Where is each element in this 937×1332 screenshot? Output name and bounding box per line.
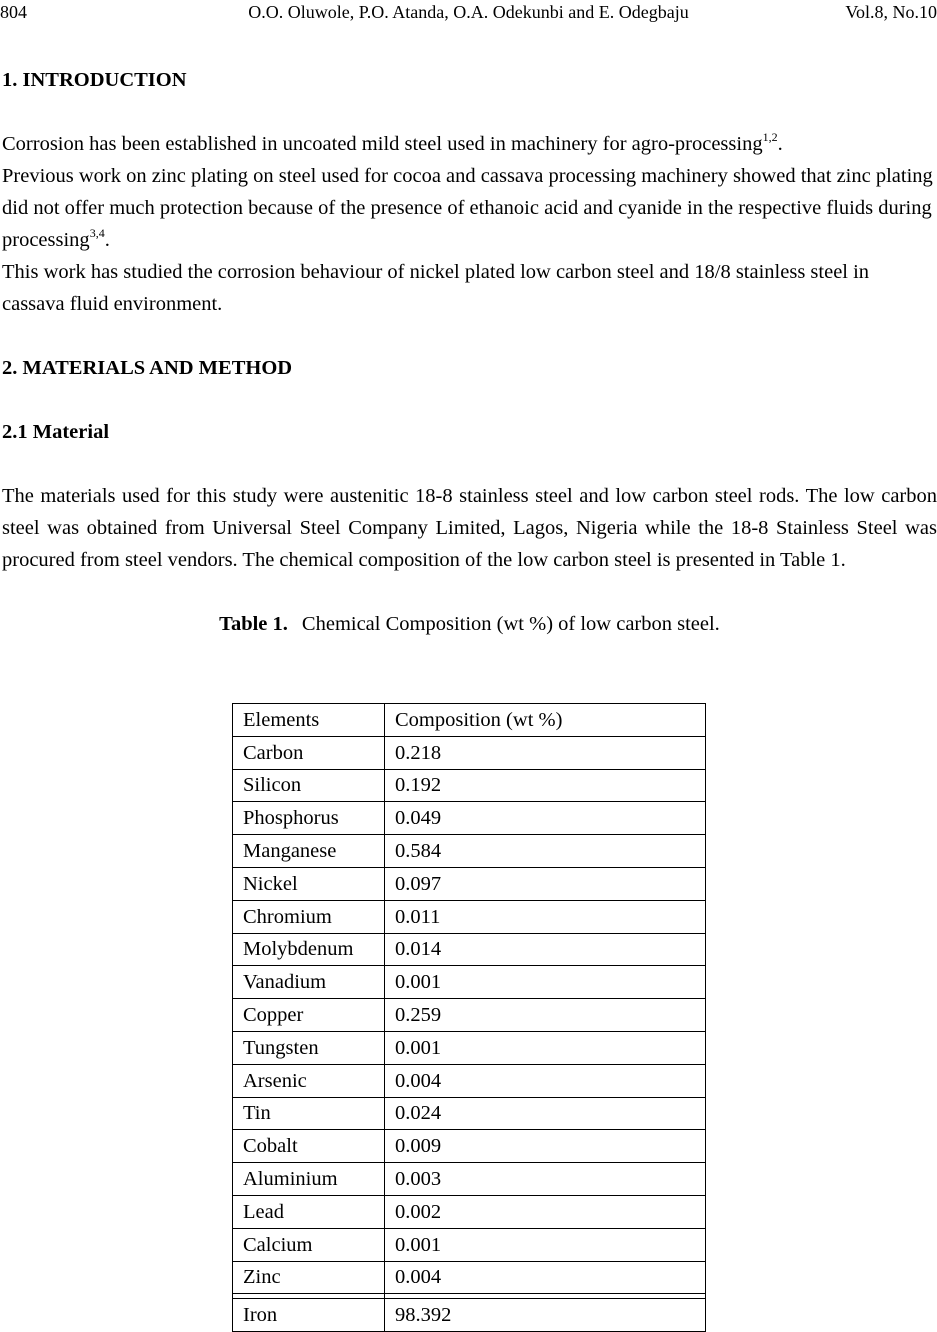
intro-paragraph-2: [2, 160, 937, 256]
citation-ref: 1,2: [762, 130, 778, 145]
element-name-cell: Lead: [233, 1195, 385, 1228]
element-name-cell: Tungsten: [233, 1031, 385, 1064]
running-authors: O.O. Oluwole, P.O. Atanda, O.A. Odekunbi and E. Odegbaju: [248, 2, 689, 22]
table-caption: [2, 608, 937, 640]
composition-value-cell: 0.218: [385, 736, 706, 769]
composition-value-cell: 0.001: [385, 1228, 706, 1261]
table-header-row: [233, 704, 706, 737]
element-name-cell: Carbon: [233, 736, 385, 769]
table-row: [233, 1097, 706, 1130]
intro-p1-end: .: [777, 133, 783, 155]
table-row: [233, 1064, 706, 1097]
table-caption-text: Chemical Composition (wt %) of low carbon steel.: [301, 613, 720, 635]
composition-value-cell: 0.001: [385, 1031, 706, 1064]
element-name-cell: Cobalt: [233, 1130, 385, 1163]
composition-value-cell: 0.259: [385, 999, 706, 1032]
composition-value-cell: 0.002: [385, 1195, 706, 1228]
table-row: [233, 999, 706, 1032]
table-row: [233, 1031, 706, 1064]
composition-value-cell: 0.014: [385, 933, 706, 966]
table-row: [233, 867, 706, 900]
table-row: [233, 1195, 706, 1228]
element-name-cell: Aluminium: [233, 1163, 385, 1196]
element-name-cell: Vanadium: [233, 966, 385, 999]
composition-value-cell: 0.192: [385, 769, 706, 802]
materials-heading: 2. MATERIALS AND METHOD: [2, 357, 293, 379]
element-name-cell: Silicon: [233, 769, 385, 802]
table-row: [233, 1299, 706, 1332]
table-row: [233, 966, 706, 999]
table-row: [233, 769, 706, 802]
material-subheading: 2.1 Material: [2, 421, 110, 443]
intro-paragraph-3: This work has studied the corrosion behaviour of nickel plated low carbon steel and 18/8 stainless steel in cassava fluid environment.: [2, 261, 870, 315]
journal-volume: Vol.8, No.10: [845, 2, 937, 22]
table-row: [233, 933, 706, 966]
element-name-cell: Copper: [233, 999, 385, 1032]
materials-paragraph: The materials used for this study were austenitic 18-8 stainless steel and low carbon steel rods. The low carbon steel was obtained from Universal Steel Company Limited, Lagos, Nigeria while the 18-8 Stainless Steel was procured from steel vendors. The chemical composition of the low carbon steel is presented in Table 1.: [2, 485, 937, 571]
composition-table: [232, 703, 706, 1332]
composition-value-cell: 0.097: [385, 867, 706, 900]
element-name-cell: Chromium: [233, 900, 385, 933]
composition-value-cell: 0.004: [385, 1261, 706, 1294]
introduction-heading: 1. INTRODUCTION: [2, 69, 187, 91]
composition-value-cell: 0.049: [385, 802, 706, 835]
composition-value-cell: 0.001: [385, 966, 706, 999]
table-row: [233, 835, 706, 868]
table-row: [233, 1261, 706, 1294]
composition-value-cell: 0.009: [385, 1130, 706, 1163]
table-row: [233, 736, 706, 769]
table-row: [233, 1130, 706, 1163]
element-name-cell: Iron: [233, 1299, 385, 1332]
element-name-cell: Molybdenum: [233, 933, 385, 966]
table-row: [233, 900, 706, 933]
page-number: 804: [0, 2, 27, 22]
intro-p2-end: .: [104, 229, 110, 251]
article-body: [2, 64, 937, 640]
page-header: [0, 0, 937, 24]
element-name-cell: Zinc: [233, 1261, 385, 1294]
composition-value-cell: 0.011: [385, 900, 706, 933]
element-name-cell: Calcium: [233, 1228, 385, 1261]
element-name-cell: Manganese: [233, 835, 385, 868]
composition-value-cell: 0.024: [385, 1097, 706, 1130]
composition-value-cell: 0.584: [385, 835, 706, 868]
intro-p1-text: Corrosion has been established in uncoated mild steel used in machinery for agro-processing: [2, 133, 763, 155]
intro-paragraph-1: [2, 128, 937, 160]
composition-value-cell: 0.003: [385, 1163, 706, 1196]
table-caption-label: Table 1.: [219, 613, 288, 635]
composition-value-cell: 98.392: [385, 1299, 706, 1332]
element-name-cell: Tin: [233, 1097, 385, 1130]
element-name-cell: Phosphorus: [233, 802, 385, 835]
element-name-cell: Nickel: [233, 867, 385, 900]
element-name-cell: Arsenic: [233, 1064, 385, 1097]
table-row: [233, 1228, 706, 1261]
table-header-cell: Elements: [233, 704, 385, 737]
composition-value-cell: 0.004: [385, 1064, 706, 1097]
table-row: [233, 802, 706, 835]
table-row: [233, 1163, 706, 1196]
citation-ref: 3,4: [89, 226, 105, 241]
table-header-cell: Composition (wt %): [385, 704, 706, 737]
intro-p2-text: Previous work on zinc plating on steel used for cocoa and cassava processing machinery showed that zinc plating did not offer much protection because of the presence of ethanoic acid and cyanide in the respective fluids during processing: [2, 165, 933, 251]
